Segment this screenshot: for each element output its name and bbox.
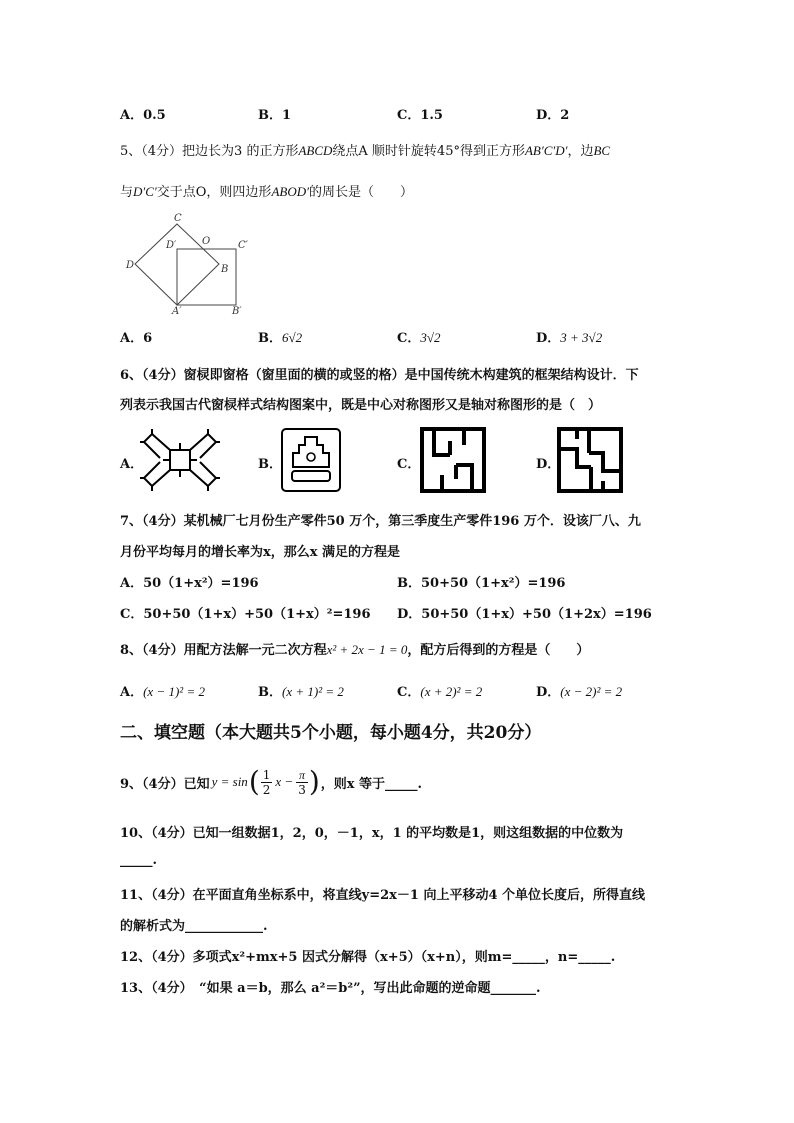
left-paren: ( (248, 765, 260, 798)
right-paren: ) (308, 765, 320, 798)
label-c: C (174, 213, 182, 224)
q13-line1: 13、（4分） “如果 a＝b，那么 a²＝b²”，写出此命题的逆命题_______. (120, 981, 541, 996)
q8-option-c: C．(x + 2)² = 2 (397, 684, 483, 700)
label-d: D (126, 260, 135, 271)
q7-option-b: B．50+50（1+x²）=196 (397, 576, 566, 591)
label-a-prime: A′ (172, 306, 182, 314)
q6-option-c: C． (397, 457, 421, 472)
q11-line2: 的解析式为____________. (120, 919, 268, 934)
label-b-prime: B′ (232, 306, 242, 314)
q6-line1: 6、（4分）窗棂即窗格（窗里面的横的或竖的格）是中国传统木构建筑的框架结构设计．下 (120, 368, 639, 383)
q6-option-d: D． (536, 457, 561, 472)
q12-line1: 12、（4分）多项式x²+mx+5 因式分解得（x+5）（x+n），则m=_____，n=_____. (120, 950, 616, 965)
label-c-prime: C′ (238, 240, 248, 251)
fraction-pi-third: $\frac{\pi}{3}$ (298, 767, 306, 797)
q8-option-d: D．(x − 2)² = 2 (536, 684, 623, 700)
q5-option-c: C．3√2 (397, 330, 441, 346)
q6-pattern-a (140, 427, 220, 493)
q5-rotated-square-figure (122, 208, 262, 314)
q5-option-d: D．3 + 3√2 (536, 330, 603, 346)
q7-option-d: D．50+50（1+x）+50（1+2x）=196 (397, 607, 652, 622)
fraction-one-half: 1 2 (262, 767, 271, 797)
q6-line2: 列表示我国古代窗棂样式结构图案中，既是中心对称图形又是轴对称图形的是（ ） (120, 398, 602, 413)
q4-option-b: B．1 (258, 108, 292, 123)
q4-option-d: D．2 (536, 108, 570, 123)
q5-option-b: B．6√2 (258, 330, 303, 346)
q7-line2: 月份平均每月的增长率为x，那么x 满足的方程是 (120, 545, 401, 560)
q7-option-c: C．50+50（1+x）+50（1+x）²=196 (120, 607, 371, 622)
q10-line2: _____. (120, 853, 158, 868)
q6-pattern-c (420, 427, 486, 493)
q5-line1: 5、（4分）把边长为3 的正方形ABCD绕点A 顺时针旋转45°得到正方形AB′C′D′，边BC (120, 143, 611, 159)
q8-line1: 8、（4分）用配方法解一元二次方程x² + 2x − 1 = 0，配方后得到的方程是（ ） (120, 642, 590, 658)
label-o: O (202, 236, 211, 247)
q4-option-c: C．1.5 (397, 108, 443, 123)
q9-line: 9、（4分）已知 y = sin ( 1 2 x − $\frac{\pi}{3}$ ) ，则x 等于_____. (120, 765, 423, 798)
q6-pattern-d (557, 427, 623, 493)
q6-option-a: A． (120, 457, 144, 472)
label-d-prime: D′ (166, 240, 177, 251)
q7-option-a: A．50（1+x²）=196 (120, 576, 259, 591)
q5-option-a: A．6 (120, 331, 153, 346)
q10-line1: 10、（4分）已知一组数据1，2，0，－1，x，1 的平均数是1，则这组数据的中位数为 (120, 826, 624, 841)
q6-option-b: B． (258, 457, 282, 472)
q5-line2: 与D′C′交于点O，则四边形ABOD′的周长是（ ） (120, 184, 413, 200)
q8-option-a: A．(x − 1)² = 2 (120, 684, 205, 700)
q11-line1: 11、（4分）在平面直角坐标系中，将直线y=2x－1 向上平移动4 个单位长度后，所得直线 (120, 888, 646, 903)
q7-line1: 7、（4分）某机械厂七月份生产零件50 万个，第三季度生产零件196 万个．设该厂八、九 (120, 514, 641, 529)
section-2-heading: 二、填空题（本大题共5个小题，每小题4分，共20分） (120, 723, 542, 743)
q8-option-b: B．(x + 1)² = 2 (258, 684, 344, 700)
q6-pattern-b (280, 427, 342, 493)
label-b: B (221, 264, 229, 275)
q4-option-a: A．0.5 (120, 108, 166, 123)
